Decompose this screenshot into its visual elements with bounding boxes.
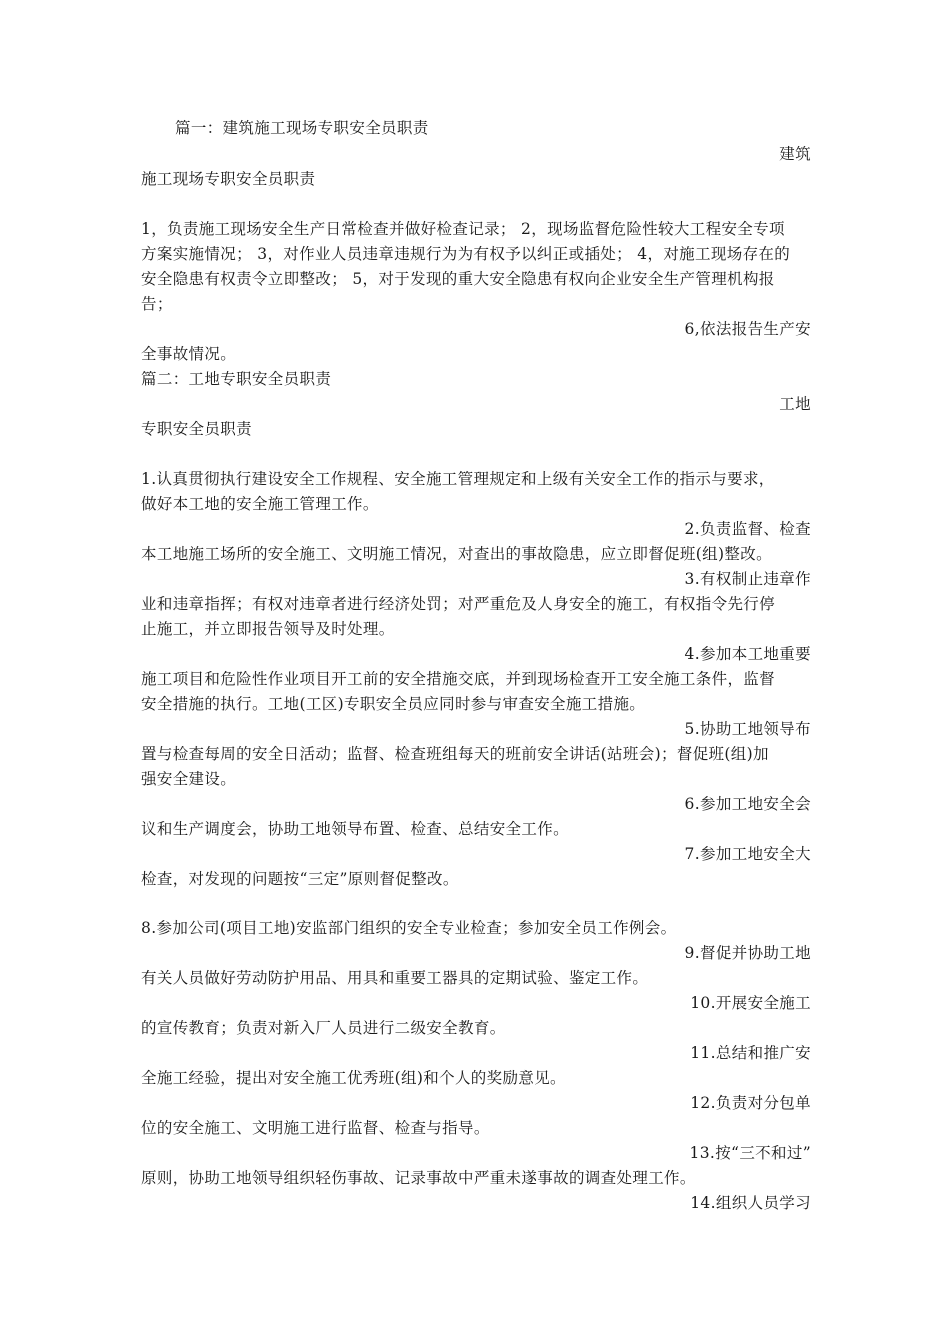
heading-line: 专职安全员职责 xyxy=(141,420,252,438)
body-line: 的宣传教育；负责对新入厂人员进行二级安全教育。 xyxy=(141,1019,506,1037)
body-line-right: 12.负责对分包单 xyxy=(690,1094,811,1112)
body-line-right: 9.督促并协助工地 xyxy=(684,944,811,962)
heading-line-right: 建筑 xyxy=(779,145,811,163)
body-line: 全施工经验，提出对安全施工优秀班(组)和个人的奖励意见。 xyxy=(141,1069,566,1087)
body-line: 8.参加公司(项目工地)安监部门组织的安全专业检查；参加安全员工作例会。 xyxy=(141,919,677,937)
body-line-right: 6.参加工地安全会 xyxy=(684,795,811,813)
heading-line-right: 工地 xyxy=(779,395,811,413)
body-line: 议和生产调度会，协助工地领导布置、检查、总结安全工作。 xyxy=(141,820,569,838)
body-line: 原则，协助工地领导组织轻伤事故、记录事故中严重未遂事故的调查处理工作。 xyxy=(141,1169,696,1187)
section-one-title: 篇一：建筑施工现场专职安全员职责 xyxy=(175,119,429,137)
body-line: 业和违章指挥；有权对违章者进行经济处罚；对严重危及人身安全的施工，有权指令先行停 xyxy=(141,595,776,613)
body-line: 方案实施情况； 3，对作业人员违章违规行为为有权予以纠正或插处； 4，对施工现场存在的 xyxy=(141,245,791,263)
body-line: 有关人员做好劳动防护用品、用具和重要工器具的定期试验、鉴定工作。 xyxy=(141,969,649,987)
body-line: 1.认真贯彻执行建设安全工作规程、安全施工管理规定和上级有关安全工作的指示与要求， xyxy=(141,470,775,488)
body-line-right: 3.有权制止违章作 xyxy=(684,570,811,588)
body-line-right: 5.协助工地领导布 xyxy=(684,720,811,738)
body-line: 安全措施的执行。工地(工区)专职安全员应同时参与审查安全施工措施。 xyxy=(141,695,646,713)
body-line: 检查，对发现的问题按“三定”原则督促整改。 xyxy=(141,870,459,888)
body-line-right: 2.负责监督、检查 xyxy=(684,520,811,538)
section-two-title: 篇二：工地专职安全员职责 xyxy=(141,370,332,388)
heading-line: 施工现场专职安全员职责 xyxy=(141,170,316,188)
body-line: 1，负责施工现场安全生产日常检查并做好检查记录； 2，现场监督危险性较大工程安全专项 xyxy=(141,220,785,238)
body-line-right: 10.开展安全施工 xyxy=(690,994,811,1012)
body-line: 告； xyxy=(141,295,173,313)
body-line-right: 7.参加工地安全大 xyxy=(684,845,811,863)
body-line-right: 13.按“三不和过” xyxy=(689,1144,811,1162)
body-line: 全事故情况。 xyxy=(141,345,237,363)
body-line: 做好本工地的安全施工管理工作。 xyxy=(141,495,379,513)
body-line: 施工项目和危险性作业项目开工前的安全措施交底，并到现场检查开工安全施工条件，监督 xyxy=(141,670,776,688)
body-line: 强安全建设。 xyxy=(141,770,237,788)
body-line-right: 14.组织人员学习 xyxy=(690,1194,811,1212)
body-line: 置与检查每周的安全日活动；监督、检查班组每天的班前安全讲话(站班会)；督促班(组)加 xyxy=(141,745,769,763)
body-line: 止施工，并立即报告领导及时处理。 xyxy=(141,620,395,638)
body-line-right: 6,依法报告生产安 xyxy=(684,320,811,338)
body-line-right: 4.参加本工地重要 xyxy=(684,645,811,663)
body-line: 位的安全施工、文明施工进行监督、检查与指导。 xyxy=(141,1119,490,1137)
body-line: 本工地施工场所的安全施工、文明施工情况，对查出的事故隐患，应立即督促班(组)整改。 xyxy=(141,545,772,563)
body-line: 安全隐患有权责令立即整改； 5，对于发现的重大安全隐患有权向企业安全生产管理机构报 xyxy=(141,270,775,288)
body-line-right: 11.总结和推广安 xyxy=(690,1044,811,1062)
